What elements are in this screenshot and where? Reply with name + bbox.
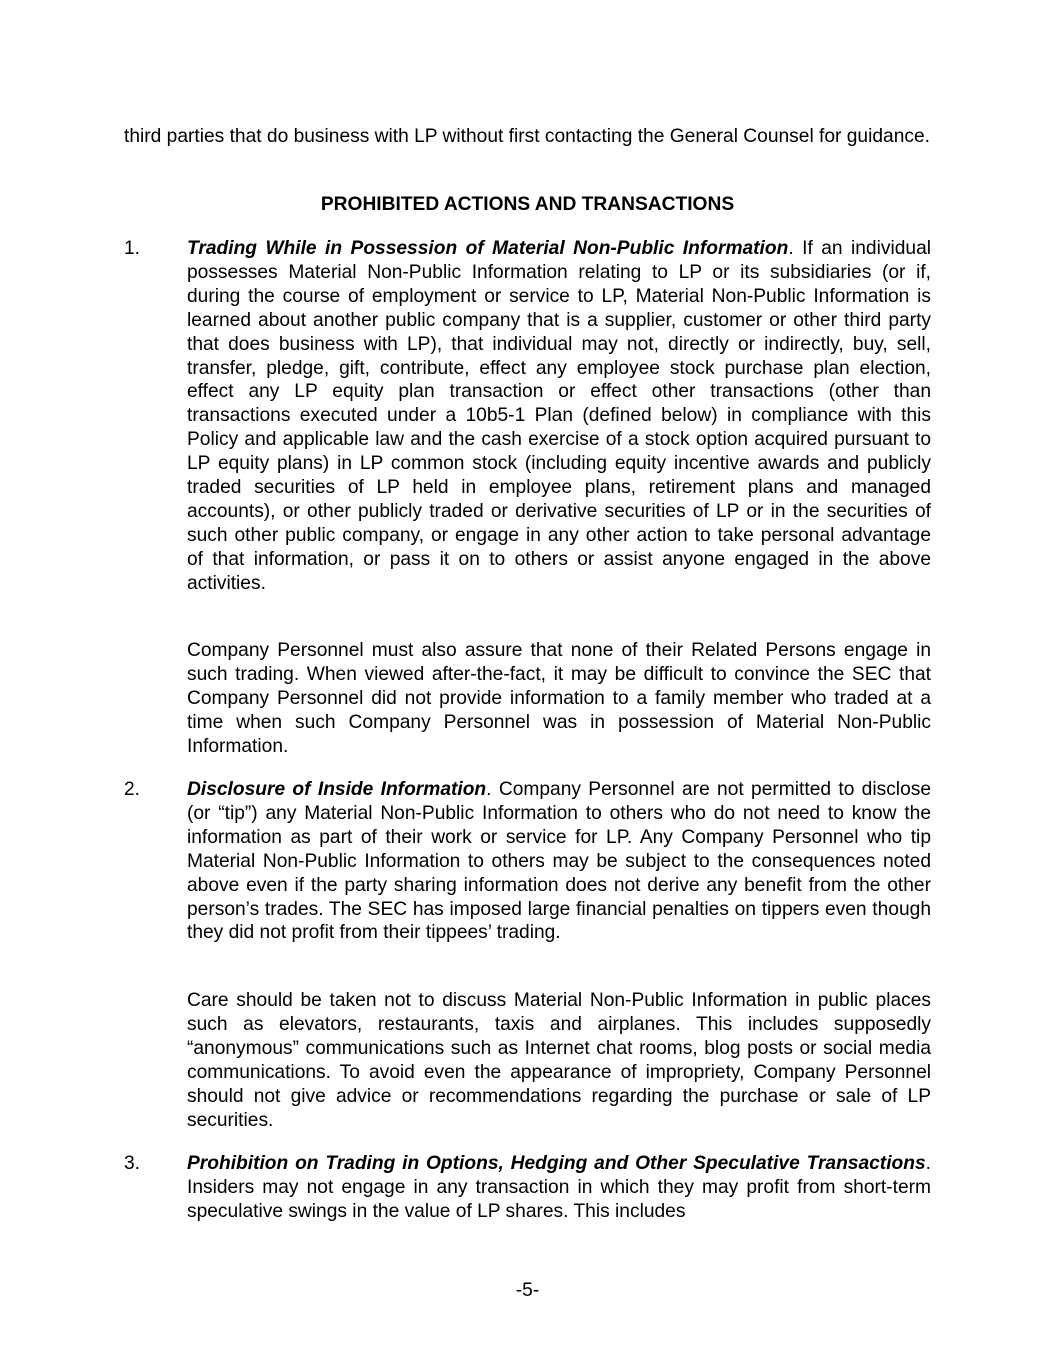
item-title: Prohibition on Trading in Options, Hedging and Other Speculative Transactions	[187, 1153, 926, 1174]
item-title: Disclosure of Inside Information	[187, 779, 487, 800]
section-heading: PROHIBITED ACTIONS AND TRANSACTIONS	[320, 194, 735, 215]
item-paragraph	[187, 237, 931, 596]
item-body-text: If an individual possesses Material Non-Public Information relating to LP or its subsidiaries (or if, during the course of employment or service to LP, Material Non-Public Information is learned about another public company that is a supplier, customer or other third party that does business with LP), that individual may not, directly or indirectly, buy, sell, transfer, pledge, gift, contribute, effect any employee stock purchase plan election, effect any LP equity plan transaction or effect other transactions (other than transactions executed under a 10b5-1 Plan (defined below) in compliance with this Policy and applicable law and the cash exercise of a stock option acquired pursuant to LP equity plans) in LP common stock (including equity incentive awards and publicly traded securities of LP held in employee plans, retirement plans and managed accounts), or other publicly traded or derivative securities of LP or in the securities of such other public company, or engage in any other action to take personal advantage of that information, or pass it on to others or assist anyone engaged in the above activities.	[187, 238, 932, 594]
item-title: Trading While in Possession of Material Non-Public Information	[187, 238, 789, 259]
item-body-text: Company Personnel are not permitted to disclose (or “tip”) any Material Non-Public Information to others who do not need to know the information as part of their work or service for LP. Any Company Personnel who tip Material Non-Public Information to others may be subject to the consequences noted above even if the party sharing information does not derive any benefit from the other person’s trades. The SEC has imposed large financial penalties on tippers even though they did not profit from their tippees’ trading.	[187, 779, 932, 944]
item-followup-paragraph: Care should be taken not to discuss Material Non-Public Information in public places such as elevators, restaurants, taxis and airplanes. This includes supposedly “anonymous” communications such as Internet chat rooms, blog posts or social media communications. To avoid even the appearance of impropriety, Company Personnel should not give advice or recommendations regarding the purchase or sale of LP securities.	[187, 990, 931, 1131]
item-number: 2.	[124, 779, 141, 800]
item-title-separator: .	[486, 779, 492, 800]
item-paragraph	[187, 1152, 931, 1224]
item-paragraph	[187, 778, 931, 945]
item-followup-paragraph: Company Personnel must also assure that none of their Related Persons engage in such trading. When viewed after-the-fact, it may be difficult to convince the SEC that Company Personnel did not provide information to a family member who traded at a time when such Company Personnel was in possession of Material Non-Public Information.	[187, 640, 931, 757]
item-number: 1.	[124, 238, 141, 259]
item-title-separator: .	[788, 238, 794, 259]
item-number: 3.	[124, 1153, 141, 1174]
intro-paragraph: third parties that do business with LP without first contacting the General Counsel for guidance.	[124, 126, 930, 147]
page-number: -5-	[515, 1280, 540, 1301]
item-title-separator: .	[925, 1153, 931, 1174]
item-body-text: Insiders may not engage in any transaction in which they may profit from short-term speculative swings in the value of LP shares. This includes	[187, 1176, 931, 1222]
